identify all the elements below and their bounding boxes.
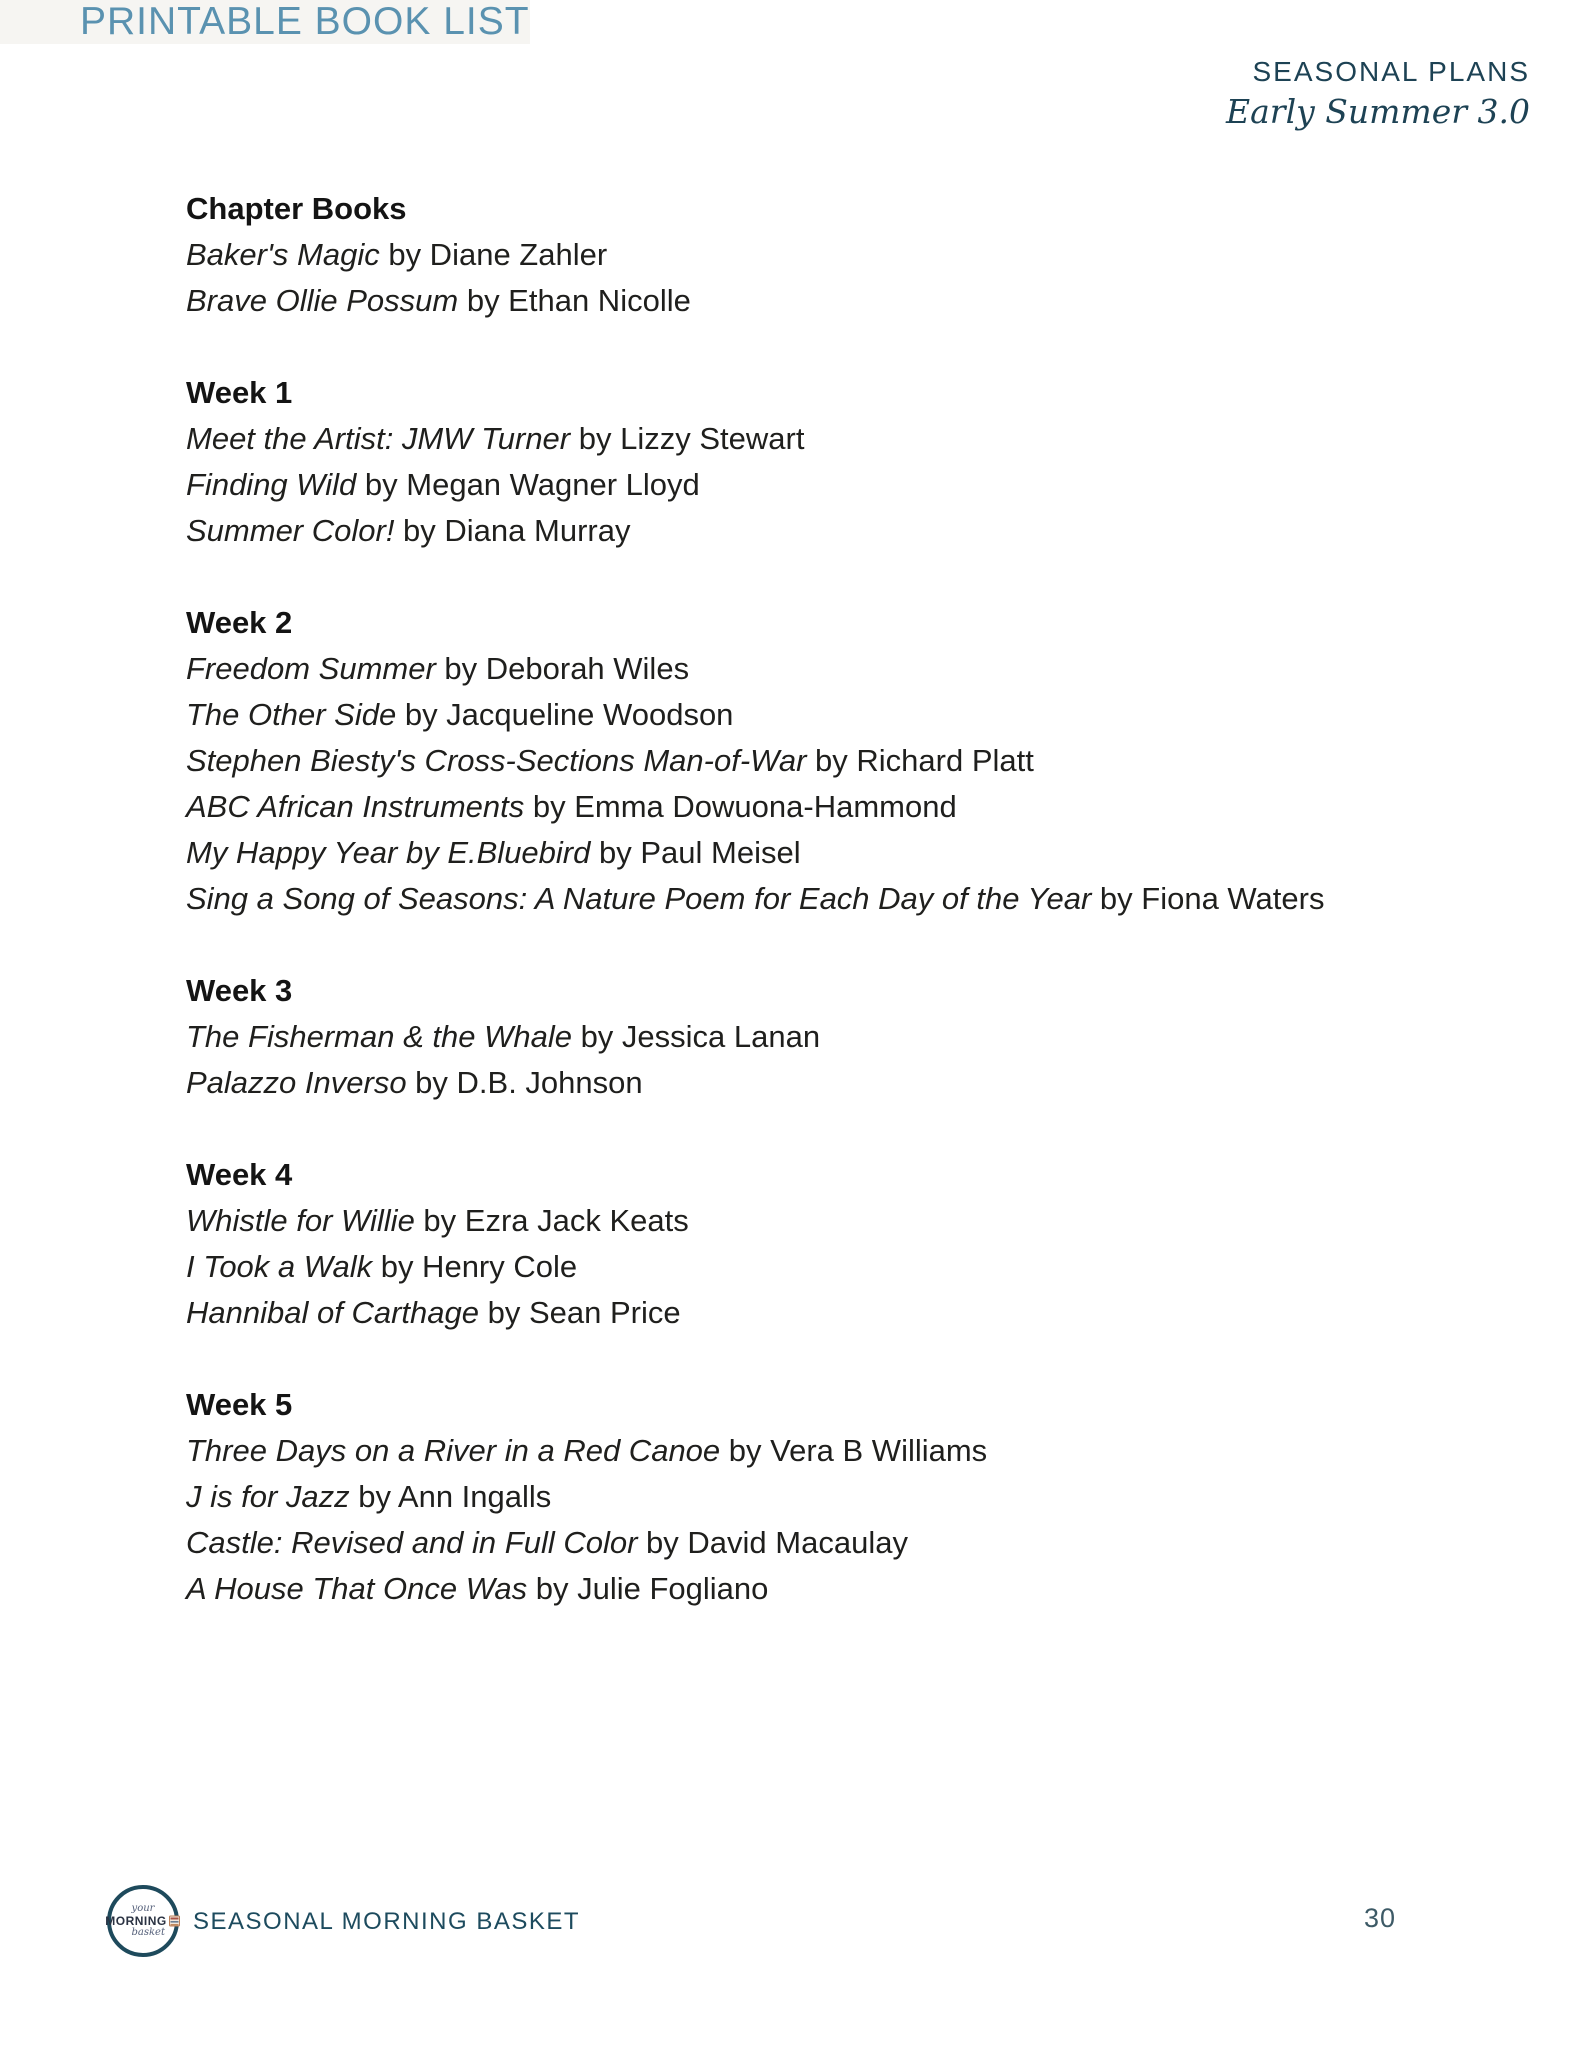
- book-title: Finding Wild: [186, 467, 357, 502]
- book-title: I Took a Walk: [186, 1249, 373, 1284]
- book-section: [186, 1152, 1446, 1336]
- book-title: Palazzo Inverso: [186, 1065, 407, 1100]
- section-heading: Week 3: [186, 973, 293, 1008]
- brand-name: SEASONAL PLANS: [1252, 56, 1530, 87]
- book-author: by Paul Meisel: [590, 835, 801, 870]
- logo-morning-row: [105, 1915, 181, 1927]
- book-author: by Jessica Lanan: [571, 1019, 821, 1054]
- brand-edition: Early Summer 3.0: [1226, 92, 1530, 131]
- book-author: by Emma Dowuona-Hammond: [524, 789, 957, 824]
- book-entry: [186, 1198, 1446, 1244]
- book-author: by Lizzy Stewart: [570, 421, 805, 456]
- book-entry: [186, 1520, 1446, 1566]
- book-entry: [186, 416, 1446, 462]
- book-title: Hannibal of Carthage: [186, 1295, 479, 1330]
- book-entry: [186, 462, 1446, 508]
- section-heading: Chapter Books: [186, 191, 407, 226]
- book-sections: [186, 186, 1446, 1658]
- brand-block: [1226, 56, 1530, 131]
- morning-basket-logo: [107, 1885, 179, 1957]
- book-title: A House That Once Was: [186, 1571, 528, 1606]
- book-title: My Happy Year by E.Bluebird: [186, 835, 591, 870]
- title-box: [0, 0, 530, 44]
- section-heading: Week 5: [186, 1387, 293, 1422]
- book-entry: [186, 1290, 1446, 1336]
- book-author: by Vera B Williams: [720, 1433, 988, 1468]
- book-entry: [186, 1244, 1446, 1290]
- book-title: Stephen Biesty's Cross-Sections Man-of-War: [186, 743, 807, 778]
- footer-label: SEASONAL MORNING BASKET: [193, 1908, 581, 1935]
- logo-word-morning: MORNING: [105, 1914, 167, 1928]
- book-entry: [186, 1014, 1446, 1060]
- book-entry: [186, 1474, 1446, 1520]
- book-title: Brave Ollie Possum: [186, 283, 459, 318]
- book-title: Meet the Artist: JMW Turner: [186, 421, 571, 456]
- book-section: [186, 370, 1446, 554]
- book-author: by Julie Fogliano: [527, 1571, 769, 1606]
- logo-word-basket: basket: [131, 1927, 165, 1938]
- page-title: PRINTABLE BOOK LIST: [80, 0, 530, 43]
- book-author: by Megan Wagner Lloyd: [356, 467, 700, 502]
- section-heading: Week 4: [186, 1157, 293, 1192]
- book-section: [186, 968, 1446, 1106]
- book-section: [186, 186, 1446, 324]
- book-title: Whistle for Willie: [186, 1203, 415, 1238]
- book-author: by Ezra Jack Keats: [414, 1203, 689, 1238]
- book-author: by Jacqueline Woodson: [396, 697, 734, 732]
- book-section: [186, 600, 1446, 922]
- book-author: by Richard Platt: [806, 743, 1034, 778]
- book-entry: [186, 830, 1446, 876]
- book-title: ABC African Instruments: [186, 789, 525, 824]
- book-title: Freedom Summer: [186, 651, 436, 686]
- logo-word-your: your: [131, 1903, 155, 1914]
- book-author: by Diane Zahler: [379, 237, 608, 272]
- book-entry: [186, 646, 1446, 692]
- book-author: by Henry Cole: [372, 1249, 578, 1284]
- book-title: Castle: Revised and in Full Color: [186, 1525, 638, 1560]
- book-entry: [186, 784, 1446, 830]
- section-heading: Week 1: [186, 375, 293, 410]
- book-entry: [186, 692, 1446, 738]
- book-entry: [186, 738, 1446, 784]
- book-section: [186, 1382, 1446, 1612]
- book-title: Three Days on a River in a Red Canoe: [186, 1433, 721, 1468]
- book-entry: [186, 232, 1446, 278]
- book-entry: [186, 1428, 1446, 1474]
- book-entry: [186, 876, 1446, 922]
- book-title: The Fisherman & the Whale: [186, 1019, 572, 1054]
- book-entry: [186, 1060, 1446, 1106]
- book-author: by Diana Murray: [394, 513, 631, 548]
- book-author: by Deborah Wiles: [435, 651, 690, 686]
- book-entry: [186, 278, 1446, 324]
- book-author: by Ann Ingalls: [349, 1479, 552, 1514]
- book-entry: [186, 508, 1446, 554]
- book-title: Summer Color!: [186, 513, 395, 548]
- basket-icon: [168, 1915, 181, 1927]
- book-author: by Sean Price: [478, 1295, 681, 1330]
- book-title: J is for Jazz: [186, 1479, 350, 1514]
- book-title: The Other Side: [186, 697, 397, 732]
- book-author: by David Macaulay: [637, 1525, 908, 1560]
- section-heading: Week 2: [186, 605, 293, 640]
- book-author: by Ethan Nicolle: [458, 283, 691, 318]
- book-title: Sing a Song of Seasons: A Nature Poem for Each Day of the Year: [186, 881, 1092, 916]
- book-entry: [186, 1566, 1446, 1612]
- book-author: by Fiona Waters: [1091, 881, 1325, 916]
- book-title: Baker's Magic: [186, 237, 380, 272]
- page-number: 30: [1364, 1903, 1397, 1933]
- book-author: by D.B. Johnson: [406, 1065, 643, 1100]
